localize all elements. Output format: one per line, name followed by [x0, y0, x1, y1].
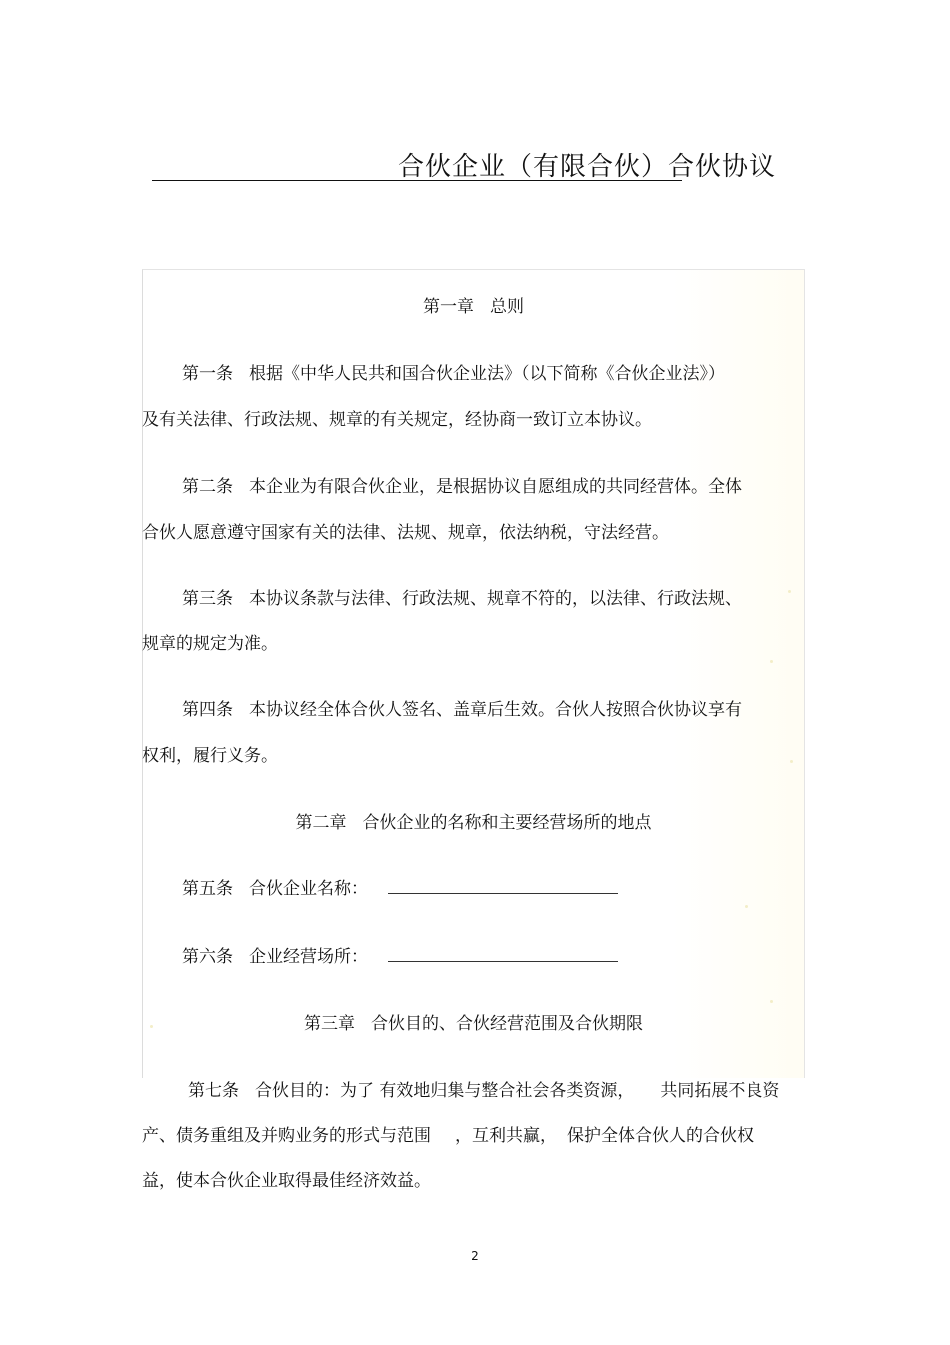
- fill-in-blank: [388, 947, 618, 962]
- chapter-3-heading: [142, 1009, 805, 1034]
- article-7-line-1: [188, 1076, 779, 1101]
- document-title: 合伙企业（有限合伙）合伙协议: [398, 152, 777, 182]
- article-2-line-2: 合伙人愿意遵守国家有关的法律、法规、规章，依法纳税，守法经营。: [142, 523, 669, 543]
- article-text: 本协议条款与法律、行政法规、规章不符的，以法律、行政法规、: [249, 589, 742, 609]
- article-7-line-3: 益，使本合伙企业取得最佳经济效益。: [142, 1171, 431, 1191]
- chapter-title: 合伙目的、合伙经营范围及合伙期限: [371, 1014, 643, 1034]
- article-number: 第六条: [182, 947, 233, 967]
- article-3-line-2: 规章的规定为准。: [142, 634, 278, 654]
- article-text: 合伙目的：为了 有效地归集与整合社会各类资源，: [255, 1081, 635, 1101]
- article-text: ，互利共赢，: [455, 1126, 557, 1146]
- article-number: 第三条: [182, 589, 233, 609]
- field-label: 企业经营场所：: [249, 947, 368, 967]
- speckle: [790, 760, 793, 763]
- field-label: 合伙企业名称：: [249, 879, 368, 899]
- chapter-number: 第三章: [304, 1014, 355, 1034]
- article-number: 第一条: [182, 364, 233, 384]
- article-1-line-1: [182, 359, 725, 384]
- article-2-line-1: [182, 472, 742, 497]
- article-7-line-2: [142, 1121, 754, 1146]
- article-number: 第四条: [182, 700, 233, 720]
- chapter-2-heading: [142, 808, 805, 833]
- article-3-line-1: [182, 584, 742, 609]
- speckle: [745, 905, 748, 908]
- article-text: 保护全体合伙人的合伙权: [567, 1126, 754, 1146]
- article-6: [182, 942, 618, 967]
- chapter-1-heading: [142, 292, 805, 317]
- article-number: 第二条: [182, 477, 233, 497]
- speckle: [770, 1000, 773, 1003]
- chapter-number: 第一章: [423, 297, 474, 317]
- chapter-title: 总则: [490, 297, 524, 317]
- page-number: 2: [471, 1249, 479, 1263]
- article-text: 本协议经全体合伙人签名、盖章后生效。合伙人按照合伙协议享有: [249, 700, 742, 720]
- article-5: [182, 874, 618, 899]
- chapter-number: 第二章: [295, 813, 347, 833]
- article-text: 共同拓展不良资: [660, 1081, 780, 1101]
- article-number: 第五条: [182, 879, 233, 899]
- article-number: 第七条: [188, 1081, 239, 1101]
- article-text: 根据《中华人民共和国合伙企业法》（以下简称《合伙企业法》）: [249, 364, 725, 384]
- article-4-line-1: [182, 695, 742, 720]
- article-text: 产、债务重组及并购业务的形式与范围: [142, 1126, 431, 1146]
- fill-in-blank: [388, 879, 618, 894]
- article-text: 本企业为有限合伙企业，是根据协议自愿组成的共同经营体。全体: [249, 477, 742, 497]
- chapter-title: 合伙企业的名称和主要经营场所的地点: [362, 813, 652, 833]
- speckle: [770, 660, 773, 663]
- article-1-line-2: 及有关法律、行政法规、规章的有关规定，经协商一致订立本协议。: [142, 410, 652, 430]
- article-4-line-2: 权利，履行义务。: [142, 746, 278, 766]
- speckle: [788, 590, 791, 593]
